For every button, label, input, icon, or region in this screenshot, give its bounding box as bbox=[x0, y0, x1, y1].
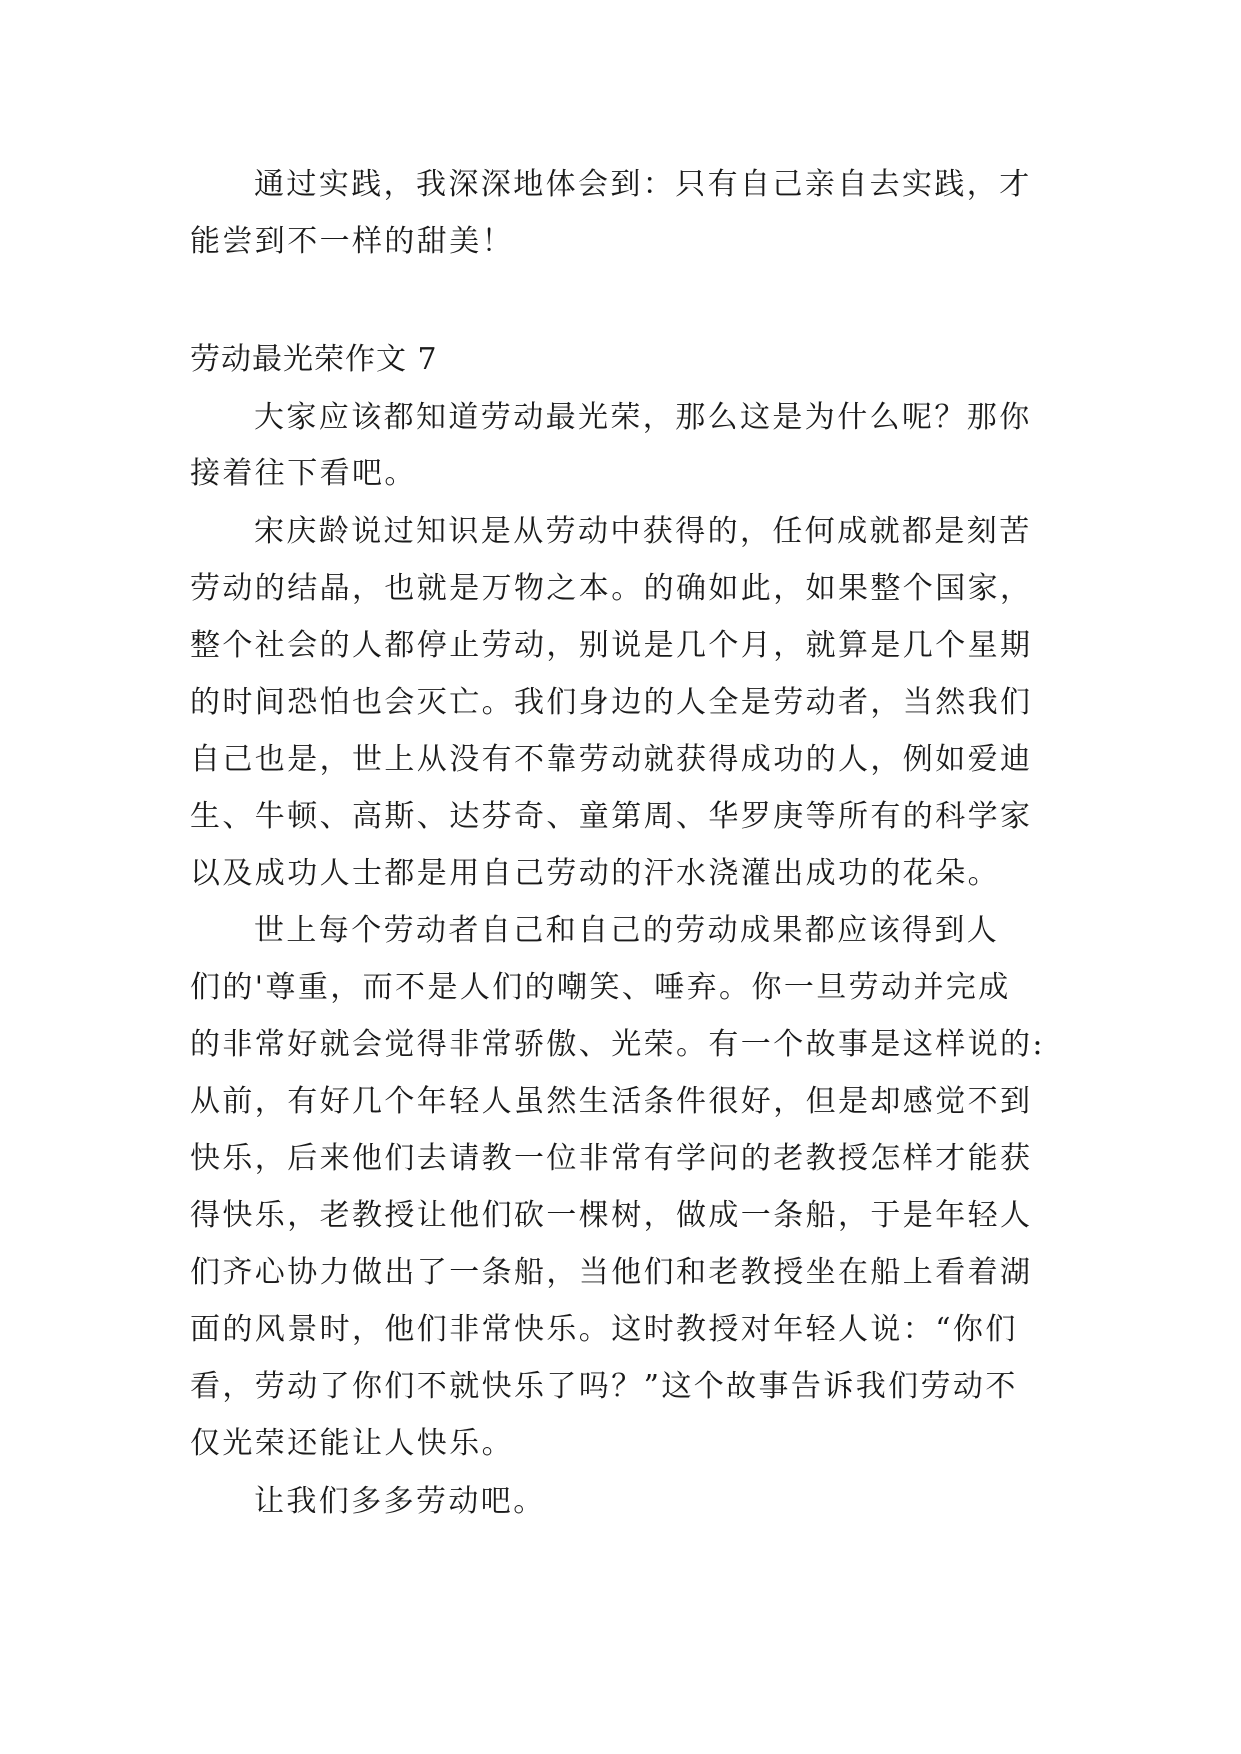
paragraph-2-line-2: 劳动的结晶，也就是万物之本。的确如此，如果整个国家， bbox=[190, 571, 1033, 606]
paragraph-2-line-4: 的时间恐怕也会灭亡。我们身边的人全是劳动者，当然我们 bbox=[190, 685, 1033, 720]
paragraph-3-line-7: 们齐心协力做出了一条船，当他们和老教授坐在船上看着湖 bbox=[190, 1255, 1033, 1290]
paragraph-3-line-9: 看，劳动了你们不就快乐了吗？”这个故事告诉我们劳动不 bbox=[190, 1369, 1018, 1404]
paragraph-3-line-3: 的非常好就会觉得非常骄傲、光荣。有一个故事是这样说的: bbox=[190, 1027, 1045, 1062]
paragraph-1-line-2: 接着往下看吧。 bbox=[190, 456, 417, 491]
paragraph-2-line-7: 以及成功人士都是用自己劳动的汗水浇灌出成功的花朵。 bbox=[190, 856, 1000, 891]
paragraph-2-line-3: 整个社会的人都停止劳动，别说是几个月，就算是几个星期 bbox=[190, 628, 1033, 663]
paragraph-3-line-8: 面的风景时，他们非常快乐。这时教授对年轻人说：“你们 bbox=[190, 1312, 1018, 1347]
paragraph-2-line-1: 宋庆龄说过知识是从劳动中获得的，任何成就都是刻苦 bbox=[254, 514, 1032, 549]
paragraph-1-line-1: 大家应该都知道劳动最光荣，那么这是为什么呢？那你 bbox=[254, 400, 1032, 435]
intro-line-2: 能尝到不一样的甜美！ bbox=[190, 224, 514, 259]
paragraph-3-line-6: 得快乐，老教授让他们砍一棵树，做成一条船，于是年轻人 bbox=[190, 1198, 1033, 1233]
paragraph-3-line-4: 从前，有好几个年轻人虽然生活条件很好，但是却感觉不到 bbox=[190, 1084, 1033, 1119]
paragraph-3-line-1: 世上每个劳动者自己和自己的劳动成果都应该得到人 bbox=[254, 913, 1000, 948]
section-title: 劳动最光荣作文 7 bbox=[190, 342, 438, 377]
paragraph-3-line-2: 们的'尊重，而不是人们的嘲笑、唾弃。你一旦劳动并完成 bbox=[190, 970, 1011, 1005]
paragraph-4-line-1: 让我们多多劳动吧。 bbox=[254, 1484, 546, 1519]
paragraph-2-line-5: 自己也是，世上从没有不靠劳动就获得成功的人，例如爱迪 bbox=[190, 742, 1033, 777]
paragraph-2-line-6: 生、牛顿、高斯、达芬奇、童第周、华罗庚等所有的科学家 bbox=[190, 799, 1033, 834]
paragraph-3-line-5: 快乐，后来他们去请教一位非常有学问的老教授怎样才能获 bbox=[190, 1141, 1033, 1176]
paragraph-3-line-10: 仅光荣还能让人快乐。 bbox=[190, 1426, 514, 1461]
intro-line-1: 通过实践，我深深地体会到：只有自己亲自去实践，才 bbox=[254, 167, 1032, 202]
